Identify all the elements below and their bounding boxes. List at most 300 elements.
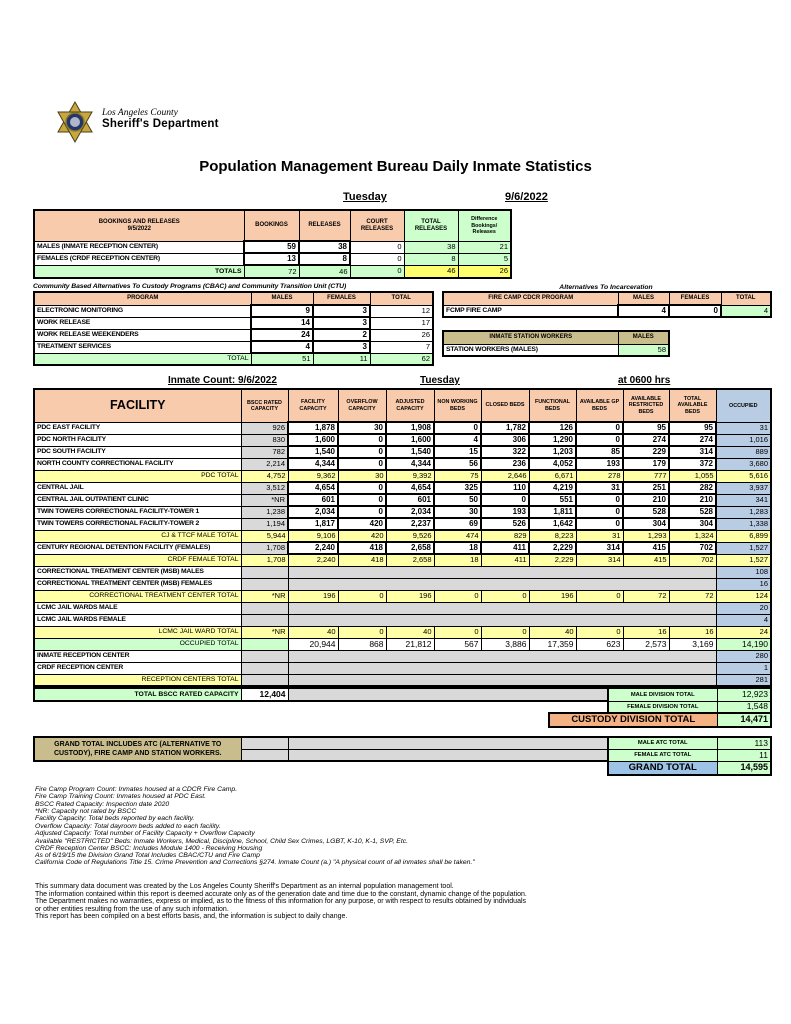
subtotal-value-2: 0 (338, 590, 386, 602)
bed-value-6: 0 (576, 506, 623, 518)
bed-value-2: 2,034 (386, 506, 434, 518)
bscc-capacity: 830 (241, 434, 288, 446)
subtotal-value-3: 9,526 (386, 530, 434, 542)
station-label: STATION WORKERS (MALES) (443, 344, 618, 356)
bed-value-4: 193 (481, 506, 529, 518)
blank-gray-cell (241, 566, 288, 578)
total-releases-value: 38 (404, 241, 458, 253)
footnote-line: As of 6/19/15 the Division Grand Total Includes CBAC/CTU and Fire Camp (35, 852, 260, 860)
difference-value: 21 (458, 241, 511, 253)
bscc-total-label: TOTAL BSCC RATED CAPACITY (34, 688, 241, 701)
occupied-total-value-7: 2,573 (623, 638, 669, 650)
bed-value-8: 314 (669, 446, 716, 458)
division-totals-table (607, 687, 772, 714)
totals-total-releases: 46 (404, 265, 458, 278)
merged-gray-cell (288, 578, 716, 590)
facility-name: TWIN TOWERS CORRECTIONAL FACILITY-TOWER 2 (34, 518, 241, 530)
col-difference: Difference Bookings/ Releases (458, 210, 511, 241)
bed-value-8: 282 (669, 482, 716, 494)
bed-value-5: 2,229 (529, 542, 576, 554)
facility-name: PDC SOUTH FACILITY (34, 446, 241, 458)
subtotal-label: CRDF FEMALE TOTAL (34, 554, 241, 566)
footnote-line: Overflow Capacity: Total dayroom beds added to each facility. (35, 823, 221, 830)
occupied-value: 108 (716, 566, 771, 578)
total-value: 7 (370, 341, 433, 353)
bed-value-5: 1,642 (529, 518, 576, 530)
firecamp-males: 4 (618, 305, 669, 317)
atc-grand-total-table (607, 736, 772, 776)
facility-data-row (34, 518, 771, 530)
subtotal-value-8: 72 (623, 590, 669, 602)
firecamp-data-row (443, 305, 771, 317)
facility-gray-row (34, 650, 771, 662)
bed-value-0: 4,344 (288, 458, 338, 470)
subtotal-value-3: 9,392 (386, 470, 434, 482)
cbac-table (33, 291, 434, 366)
facility-header-row (34, 389, 771, 422)
fire-camp-table (442, 291, 772, 318)
grand-total-note: GRAND TOTAL INCLUDES ATC (ALTERNATIVE TO CUSTODY), FIRE CAMP AND STATION WORKERS. (34, 737, 241, 761)
facility-statistics-table (33, 388, 772, 687)
bed-value-6: 0 (576, 422, 623, 434)
division-total-label: FEMALE DIVISION TOTAL (608, 701, 717, 713)
merged-gray-cell (288, 674, 716, 686)
atc-total-row (608, 749, 771, 761)
facility-col-2: FACILITY CAPACITY (288, 389, 338, 422)
bed-value-6: 314 (576, 542, 623, 554)
total-releases-value: 8 (404, 253, 458, 265)
blank-gray-cell (241, 650, 288, 662)
facility-name: CENTURY REGIONAL DETENTION FACILITY (FEMALES) (34, 542, 241, 554)
subtotal-value-9: 1,324 (669, 530, 716, 542)
occupied-value: 280 (716, 650, 771, 662)
occupied-value: 3,937 (716, 482, 771, 494)
cbac-col-0: PROGRAM (34, 292, 251, 305)
custody-division-total-value: 14,471 (717, 713, 771, 727)
bed-value-1: 0 (338, 446, 386, 458)
firecamp-col-1: MALES (618, 292, 669, 305)
releases-value: 38 (299, 241, 350, 253)
occupied-value: 1,527 (716, 542, 771, 554)
logo-text (102, 100, 219, 130)
subtotal-value-1: 9,106 (288, 530, 338, 542)
row-label: FEMALES (CRDF RECEPTION CENTER) (34, 253, 244, 265)
bed-value-5: 1,811 (529, 506, 576, 518)
subtotal-value-7: 0 (576, 590, 623, 602)
bed-value-3: 56 (434, 458, 481, 470)
bed-value-6: 193 (576, 458, 623, 470)
bookings-header-title: BOOKINGS AND RELEASES 9/5/2022 (34, 210, 244, 241)
cbac-col-2: FEMALES (313, 292, 370, 305)
cbac-col-3: TOTAL (370, 292, 433, 305)
bed-value-7: 179 (623, 458, 669, 470)
bed-value-3: 18 (434, 542, 481, 554)
totals-label: TOTALS (34, 265, 244, 278)
subtotal-value-7: 278 (576, 470, 623, 482)
cbac-total-females: 11 (313, 353, 370, 365)
subtotal-value-9: 16 (669, 626, 716, 638)
bed-value-4: 322 (481, 446, 529, 458)
subtotal-value-4: 474 (434, 530, 481, 542)
bed-value-7: 210 (623, 494, 669, 506)
subtotal-value-3: 196 (386, 590, 434, 602)
firecamp-total: 4 (721, 305, 771, 317)
releases-value: 8 (299, 253, 350, 265)
females-value: 3 (313, 317, 370, 329)
occupied-value: 1,283 (716, 506, 771, 518)
occupied-total-value-4: 3,886 (481, 638, 529, 650)
cbac-data-row (34, 329, 433, 341)
station-col-1: MALES (618, 331, 669, 344)
occupied-total-value-2: 21,812 (386, 638, 434, 650)
occupied-value: 4 (716, 614, 771, 626)
firecamp-header-row (443, 292, 771, 305)
bed-value-0: 4,654 (288, 482, 338, 494)
bed-value-5: 4,052 (529, 458, 576, 470)
subtotal-value-10: 124 (716, 590, 771, 602)
inmate-count-day: Tuesday (420, 375, 460, 386)
bed-value-6: 0 (576, 518, 623, 530)
occupied-total-occupied: 14,190 (716, 638, 771, 650)
bscc-capacity: 926 (241, 422, 288, 434)
gray-filler (288, 749, 608, 761)
subtotal-value-10: 1,527 (716, 554, 771, 566)
occupied-total-value-6: 623 (576, 638, 623, 650)
males-value: 24 (251, 329, 313, 341)
blank-cell (241, 638, 288, 650)
males-value: 9 (251, 305, 313, 317)
program-label: WORK RELEASE (34, 317, 251, 329)
division-total-value: 12,923 (717, 688, 771, 701)
reception-total-label: RECEPTION CENTERS TOTAL (34, 674, 241, 686)
gray-filler (241, 749, 288, 761)
sheriff-star-icon (55, 100, 95, 144)
facility-gray-row (34, 614, 771, 626)
bookings-value: 13 (244, 253, 299, 265)
facility-name: CRDF RECEPTION CENTER (34, 662, 241, 674)
facility-col-1: BSCC RATED CAPACITY (241, 389, 288, 422)
custody-division-total-table (548, 712, 772, 728)
facility-col-4: ADJUSTED CAPACITY (386, 389, 434, 422)
bed-value-1: 0 (338, 458, 386, 470)
station-males-value: 58 (618, 344, 669, 356)
gray-filler (288, 737, 608, 749)
facility-data-row (34, 458, 771, 470)
facility-subtotal-row (34, 590, 771, 602)
subtotal-value-5: 2,646 (481, 470, 529, 482)
bed-value-7: 274 (623, 434, 669, 446)
occupied-total-label: OCCUPIED TOTAL (34, 638, 241, 650)
disclaimer-text (35, 883, 527, 921)
atc-note-row (34, 737, 608, 749)
bed-value-8: 274 (669, 434, 716, 446)
totals-difference: 26 (458, 265, 511, 278)
totals-releases: 46 (299, 265, 350, 278)
facility-col-3: OVERFLOW CAPACITY (338, 389, 386, 422)
facility-col-0: FACILITY (34, 389, 241, 422)
grand-total-label: GRAND TOTAL (608, 761, 717, 775)
cbac-totals-row (34, 353, 433, 365)
subtotal-value-8: 16 (623, 626, 669, 638)
court-releases-value: 0 (350, 241, 404, 253)
females-value: 2 (313, 329, 370, 341)
facility-col-10: TOTAL AVAILABLE BEDS (669, 389, 716, 422)
alternatives-incarceration-title: Alternatives To Incarceration (559, 284, 653, 291)
bed-value-3: 325 (434, 482, 481, 494)
subtotal-value-5: 0 (481, 590, 529, 602)
subtotal-value-0: 1,708 (241, 554, 288, 566)
occupied-value: 341 (716, 494, 771, 506)
subtotal-value-6: 40 (529, 626, 576, 638)
station-workers-table (442, 330, 670, 357)
bed-value-7: 528 (623, 506, 669, 518)
col-releases: RELEASES (299, 210, 350, 241)
subtotal-value-0: *NR (241, 590, 288, 602)
facility-gray-row (34, 662, 771, 674)
subtotal-label: CORRECTIONAL TREATMENT CENTER TOTAL (34, 590, 241, 602)
cbac-header-row (34, 292, 433, 305)
bed-value-3: 15 (434, 446, 481, 458)
logo-county-text: Los Angeles County (102, 108, 178, 118)
bscc-total-value: 12,404 (241, 688, 288, 701)
occupied-total-value-8: 3,169 (669, 638, 716, 650)
bed-value-3: 30 (434, 506, 481, 518)
bed-value-2: 4,654 (386, 482, 434, 494)
bed-value-6: 31 (576, 482, 623, 494)
col-court-releases: COURT RELEASES (350, 210, 404, 241)
footnote-line: Fire Camp Training Count: Inmates housed at PDC East. (35, 793, 207, 801)
bed-value-2: 601 (386, 494, 434, 506)
facility-name: LCMC JAIL WARDS FEMALE (34, 614, 241, 626)
subtotal-value-7: 0 (576, 626, 623, 638)
firecamp-col-2: FEMALES (669, 292, 721, 305)
occupied-total-value-0: 20,944 (288, 638, 338, 650)
occupied-value: 281 (716, 674, 771, 686)
occupied-value: 1 (716, 662, 771, 674)
bookings-data-row (34, 241, 511, 253)
footnotes-group-b (35, 823, 475, 867)
subtotal-value-2: 420 (338, 530, 386, 542)
subtotal-label: PDC TOTAL (34, 470, 241, 482)
subtotal-value-7: 314 (576, 554, 623, 566)
bed-value-8: 210 (669, 494, 716, 506)
bed-value-5: 4,219 (529, 482, 576, 494)
atc-total-value: 113 (717, 737, 771, 749)
bed-value-2: 4,344 (386, 458, 434, 470)
bed-value-4: 1,782 (481, 422, 529, 434)
merged-gray-cell (288, 662, 716, 674)
facility-name: NORTH COUNTY CORRECTIONAL FACILITY (34, 458, 241, 470)
division-total-label: MALE DIVISION TOTAL (608, 688, 717, 701)
firecamp-col-3: TOTAL (721, 292, 771, 305)
cbac-total-males: 51 (251, 353, 313, 365)
department-logo (55, 100, 219, 144)
atc-total-label: FEMALE ATC TOTAL (608, 749, 717, 761)
division-total-row (608, 688, 771, 701)
merged-gray-cell (288, 650, 716, 662)
cbac-data-row (34, 341, 433, 353)
subtotal-value-3: 40 (386, 626, 434, 638)
bed-value-7: 415 (623, 542, 669, 554)
bed-value-4: 110 (481, 482, 529, 494)
facility-gray-row (34, 566, 771, 578)
gray-filler (288, 688, 608, 701)
report-date-label: 9/6/2022 (505, 191, 548, 203)
footnote-line: Fire Camp Program Count: Inmates housed at a CDCR Fire Camp. (35, 786, 238, 793)
occupied-value: 16 (716, 578, 771, 590)
bed-value-5: 126 (529, 422, 576, 434)
subtotal-value-10: 24 (716, 626, 771, 638)
merged-gray-cell (288, 602, 716, 614)
gray-filler (241, 737, 288, 749)
station-header-row (443, 331, 669, 344)
subtotal-value-3: 2,658 (386, 554, 434, 566)
subtotal-value-6: 2,229 (529, 554, 576, 566)
bed-value-4: 306 (481, 434, 529, 446)
facility-data-row (34, 422, 771, 434)
bed-value-8: 304 (669, 518, 716, 530)
blank-gray-cell (241, 614, 288, 626)
court-releases-value: 0 (350, 253, 404, 265)
total-value: 26 (370, 329, 433, 341)
bscc-capacity: 3,512 (241, 482, 288, 494)
disclaimer-line: This summary data document was created by the Los Angeles County Sheriff's Department as an internal population management tool. (35, 883, 454, 890)
facility-col-11: OCCUPIED (716, 389, 771, 422)
bed-value-8: 528 (669, 506, 716, 518)
footnote-line: BSCC Rated Capacity: Inspection date 2020 (35, 800, 170, 808)
occupied-total-value-5: 17,359 (529, 638, 576, 650)
occupied-value: 889 (716, 446, 771, 458)
cbac-data-row (34, 317, 433, 329)
station-data-row (443, 344, 669, 356)
firecamp-label: FCMP FIRE CAMP (443, 305, 618, 317)
custody-division-total-label: CUSTODY DIVISION TOTAL (549, 713, 717, 727)
bed-value-1: 0 (338, 482, 386, 494)
disclaimer-line: The information contained within this report is deemed accurate only as of the generation date and time due to the constant, dynamic change of the population. (35, 890, 527, 898)
bed-value-0: 2,034 (288, 506, 338, 518)
subtotal-value-7: 31 (576, 530, 623, 542)
bed-value-2: 2,237 (386, 518, 434, 530)
facility-subtotal-row (34, 626, 771, 638)
col-bookings: BOOKINGS (244, 210, 299, 241)
subtotal-value-9: 72 (669, 590, 716, 602)
bed-value-5: 551 (529, 494, 576, 506)
bookings-data-row (34, 253, 511, 265)
cbac-section-title: Community Based Alternatives To Custody Programs (CBAC) and Community Transition Unit (CTU) (33, 283, 347, 290)
facility-gray-row (34, 602, 771, 614)
footnote-line: *NR: Capacity not rated by BSCC (35, 807, 137, 815)
inmate-count-time: at 0600 hrs (618, 375, 671, 386)
subtotal-value-8: 1,293 (623, 530, 669, 542)
bscc-capacity: 1,238 (241, 506, 288, 518)
blank-gray-cell (241, 578, 288, 590)
cbac-data-row (34, 305, 433, 317)
bed-value-0: 601 (288, 494, 338, 506)
subtotal-value-6: 6,671 (529, 470, 576, 482)
bed-value-7: 251 (623, 482, 669, 494)
facility-data-row (34, 542, 771, 554)
facility-name: LCMC JAIL WARDS MALE (34, 602, 241, 614)
bed-value-7: 304 (623, 518, 669, 530)
custody-division-total-row (549, 713, 771, 727)
facility-name: TWIN TOWERS CORRECTIONAL FACILITY-TOWER 1 (34, 506, 241, 518)
division-total-value: 1,548 (717, 701, 771, 713)
subtotal-value-4: 18 (434, 554, 481, 566)
bed-value-6: 85 (576, 446, 623, 458)
footnote-line: Available "RESTRICTED" Beds: Inmate Workers, Medical, Discipline, School, Child Sex Crimes, LGBT, K-10, K-1, SVP, Etc. (35, 837, 408, 845)
firecamp-col-0: FIRE CAMP CDCR PROGRAM (443, 292, 618, 305)
grand-total-value: 14,595 (717, 761, 771, 775)
bed-value-4: 0 (481, 494, 529, 506)
cbac-total-label: TOTAL (34, 353, 251, 365)
bed-value-6: 0 (576, 494, 623, 506)
cbac-col-1: MALES (251, 292, 313, 305)
inmate-count-label: Inmate Count: 9/6/2022 (168, 375, 277, 386)
disclaimer-line: The Department makes no warranties, express or implied, as to the fitness of this information for any purpose, or with respect to results obtained by individuals (35, 898, 527, 906)
facility-col-6: CLOSED BEDS (481, 389, 529, 422)
facility-name: PDC EAST FACILITY (34, 422, 241, 434)
subtotal-value-4: 0 (434, 626, 481, 638)
bed-value-0: 1,817 (288, 518, 338, 530)
bscc-total-row (33, 687, 609, 702)
bookings-totals-row (34, 265, 511, 278)
blank-gray-cell (241, 662, 288, 674)
facility-data-row (34, 494, 771, 506)
subtotal-value-1: 196 (288, 590, 338, 602)
difference-value: 5 (458, 253, 511, 265)
occupied-value: 1,338 (716, 518, 771, 530)
subtotal-value-0: 5,944 (241, 530, 288, 542)
occupied-value: 31 (716, 422, 771, 434)
bed-value-8: 95 (669, 422, 716, 434)
subtotal-value-2: 418 (338, 554, 386, 566)
cbac-total-total: 62 (370, 353, 433, 365)
subtotal-value-2: 30 (338, 470, 386, 482)
bed-value-7: 95 (623, 422, 669, 434)
bscc-capacity: 782 (241, 446, 288, 458)
bed-value-2: 2,658 (386, 542, 434, 554)
facility-data-row (34, 506, 771, 518)
facility-name: INMATE RECEPTION CENTER (34, 650, 241, 662)
bed-value-5: 1,203 (529, 446, 576, 458)
blank-gray-cell (241, 602, 288, 614)
row-label: MALES (INMATE RECEPTION CENTER) (34, 241, 244, 253)
subtotal-value-4: 75 (434, 470, 481, 482)
subtotal-value-10: 5,616 (716, 470, 771, 482)
subtotal-value-8: 777 (623, 470, 669, 482)
grand-total-row (608, 761, 771, 775)
merged-gray-cell (288, 614, 716, 626)
col-total-releases: TOTAL RELEASES (404, 210, 458, 241)
subtotal-value-6: 8,223 (529, 530, 576, 542)
subtotal-value-5: 411 (481, 554, 529, 566)
facility-name: CENTRAL JAIL (34, 482, 241, 494)
total-value: 17 (370, 317, 433, 329)
bed-value-4: 411 (481, 542, 529, 554)
occupied-total-value-3: 567 (434, 638, 481, 650)
bookings-header-row (34, 210, 511, 241)
bscc-capacity: 1,708 (241, 542, 288, 554)
subtotal-value-1: 40 (288, 626, 338, 638)
occupied-total-row (34, 638, 771, 650)
females-value: 3 (313, 305, 370, 317)
footnote-line: Adjusted Capacity: Total number of Facility Capacity + Overflow Capacity (35, 830, 255, 838)
males-value: 4 (251, 341, 313, 353)
facility-name: PDC NORTH FACILITY (34, 434, 241, 446)
facility-col-7: FUNCTIONAL BEDS (529, 389, 576, 422)
firecamp-females: 0 (669, 305, 721, 317)
program-label: WORK RELEASE WEEKENDERS (34, 329, 251, 341)
